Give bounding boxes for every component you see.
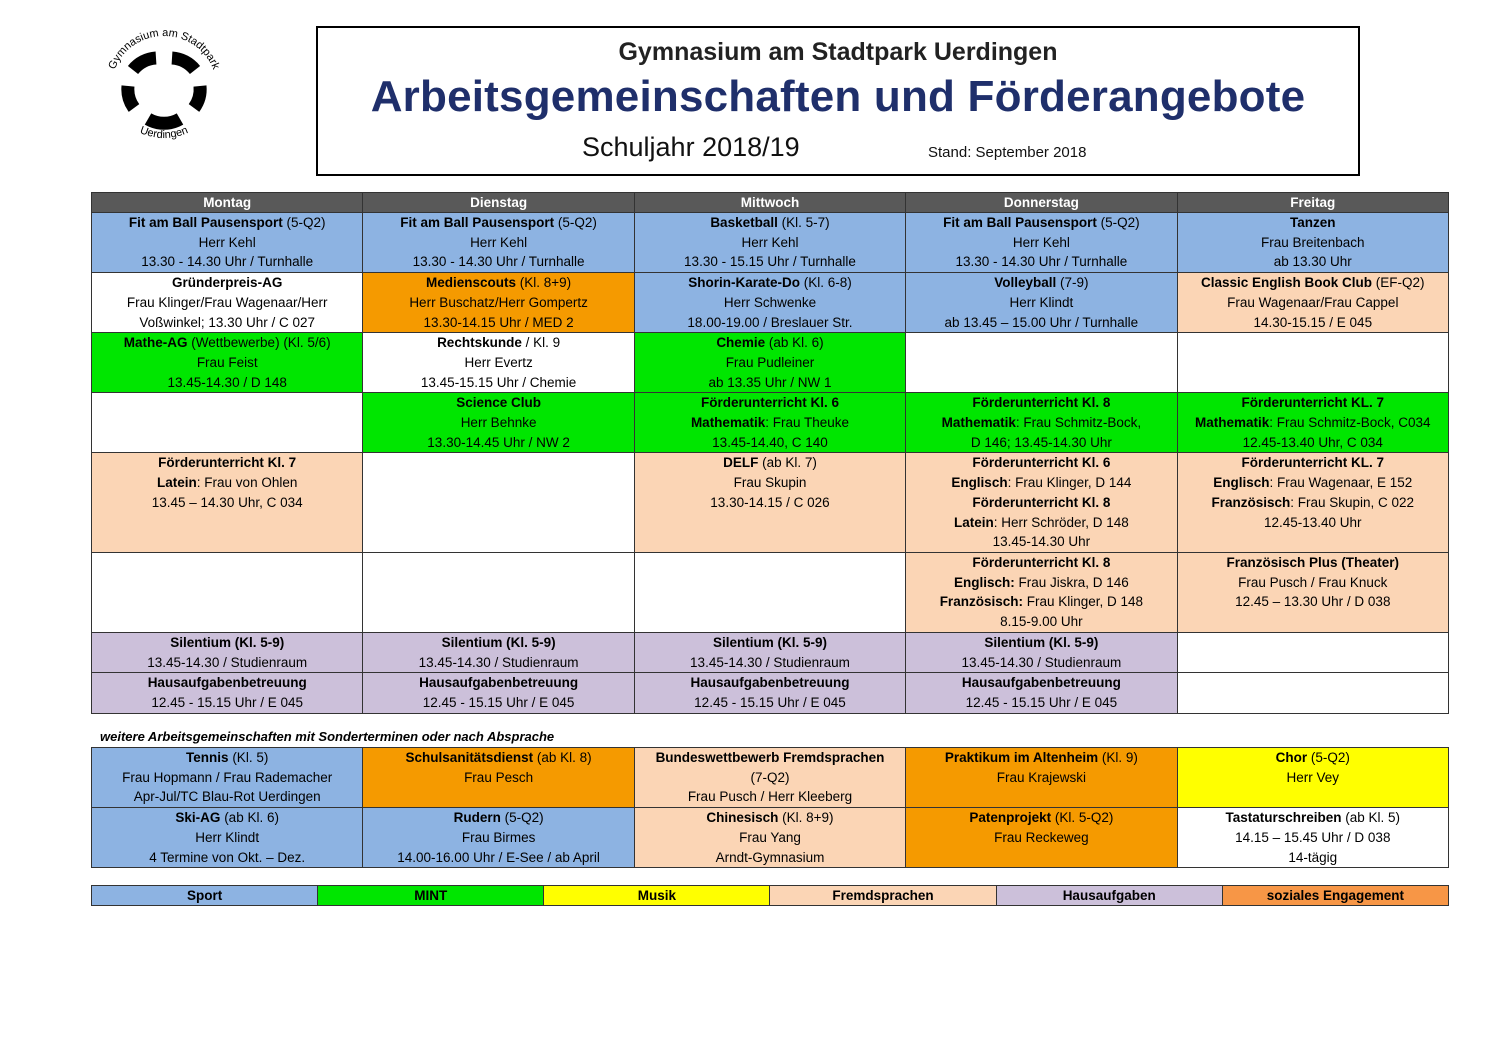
course-cell: Ski-AG (ab Kl. 6) Herr Klindt 4 Termine von Okt. – Dez. [92, 808, 363, 868]
course-cell: Bundeswettbewerb Fremdsprachen (7-Q2) Frau Pusch / Herr Kleeberg [634, 748, 905, 808]
course-cell: Chinesisch (Kl. 8+9) Frau Yang Arndt-Gymnasium [634, 808, 905, 868]
course-cell: Förderunterricht Kl. 6 Mathematik: Frau Theuke 13.45-14.40, C 140 [634, 393, 905, 453]
course-cell: Patenprojekt (Kl. 5-Q2) Frau Reckeweg [906, 808, 1177, 868]
logo-ring-text: Gymnasium am Stadtpark [106, 28, 222, 72]
course-cell: Rechtskunde / Kl. 9 Herr Evertz 13.45-15.15 Uhr / Chemie [363, 333, 634, 393]
color-legend [91, 885, 1449, 906]
empty-cell [92, 552, 363, 632]
course-cell: Fit am Ball Pausensport (5-Q2) Herr Kehl 13.30 - 14.30 Uhr / Turnhalle [906, 213, 1177, 273]
empty-cell [363, 552, 634, 632]
stand-date: Stand: September 2018 [928, 144, 1087, 161]
day-header-freitag: Freitag [1177, 193, 1448, 213]
school-logo [98, 28, 228, 148]
course-cell: Mathe-AG (Wettbewerbe) (Kl. 5/6) Frau Feist 13.45-14.30 / D 148 [92, 333, 363, 393]
course-cell: Chor (5-Q2) Herr Vey [1177, 748, 1448, 808]
day-header-donnerstag: Donnerstag [906, 193, 1177, 213]
course-cell: Basketball (Kl. 5-7) Herr Kehl 13.30 - 15.15 Uhr / Turnhalle [634, 213, 905, 273]
legend-sozial: soziales Engagement [1222, 886, 1448, 906]
legend-hausaufgaben: Hausaufgaben [996, 886, 1222, 906]
course-cell: Hausaufgabenbetreuung 12.45 - 15.15 Uhr / E 045 [363, 673, 634, 713]
course-cell: Förderunterricht Kl. 6 Englisch: Frau Klinger, D 144 Förderunterricht Kl. 8 Latein: Herr Schröder, D 148 13.45-14.30 Uhr [906, 453, 1177, 553]
course-cell: Silentium (Kl. 5-9) 13.45-14.30 / Studienraum [906, 632, 1177, 672]
day-header-montag: Montag [92, 193, 363, 213]
further-title: weitere Arbeitsgemeinschaften mit Sonderterminen oder nach Absprache [100, 729, 555, 744]
course-cell: Silentium (Kl. 5-9) 13.45-14.30 / Studienraum [363, 632, 634, 672]
day-header-mittwoch: Mittwoch [634, 193, 905, 213]
empty-cell [1177, 673, 1448, 713]
course-cell: DELF (ab Kl. 7) Frau Skupin 13.30-14.15 / C 026 [634, 453, 905, 553]
course-cell: Französisch Plus (Theater) Frau Pusch / Frau Knuck 12.45 – 13.30 Uhr / D 038 [1177, 552, 1448, 632]
empty-cell [1177, 333, 1448, 393]
course-cell: Gründerpreis-AG Frau Klinger/Frau Wagenaar/Herr Voßwinkel; 13.30 Uhr / C 027 [92, 273, 363, 333]
course-cell: Praktikum im Altenheim (Kl. 9) Frau Krajewski [906, 748, 1177, 808]
course-cell: Tanzen Frau Breitenbach ab 13.30 Uhr [1177, 213, 1448, 273]
course-cell: Silentium (Kl. 5-9) 13.45-14.30 / Studienraum [634, 632, 905, 672]
course-cell: Classic English Book Club (EF-Q2) Frau Wagenaar/Frau Cappel 14.30-15.15 / E 045 [1177, 273, 1448, 333]
empty-cell [906, 333, 1177, 393]
course-cell: Fit am Ball Pausensport (5-Q2) Herr Kehl 13.30 - 14.30 Uhr / Turnhalle [363, 213, 634, 273]
course-cell: Tennis (Kl. 5) Frau Hopmann / Frau Rademacher Apr-Jul/TC Blau-Rot Uerdingen [92, 748, 363, 808]
course-cell: Silentium (Kl. 5-9) 13.45-14.30 / Studienraum [92, 632, 363, 672]
course-cell: Förderunterricht Kl. 7 Latein: Frau von Ohlen 13.45 – 14.30 Uhr, C 034 [92, 453, 363, 553]
legend-fremdsprachen: Fremdsprachen [770, 886, 996, 906]
course-cell: Science Club Herr Behnke 13.30-14.45 Uhr / NW 2 [363, 393, 634, 453]
page-title: Arbeitsgemeinschaften und Förderangebote [370, 72, 1306, 121]
course-cell: Chemie (ab Kl. 6) Frau Pudleiner ab 13.35 Uhr / NW 1 [634, 333, 905, 393]
course-cell: Medienscouts (Kl. 8+9) Herr Buschatz/Herr Gompertz 13.30-14.15 Uhr / MED 2 [363, 273, 634, 333]
course-cell: Fit am Ball Pausensport (5-Q2) Herr Kehl 13.30 - 14.30 Uhr / Turnhalle [92, 213, 363, 273]
course-cell: Förderunterricht KL. 7 Englisch: Frau Wagenaar, E 152 Französisch: Frau Skupin, C 022 12.45-13.40 Uhr [1177, 453, 1448, 553]
school-name: Gymnasium am Stadtpark Uerdingen [618, 38, 1058, 66]
course-cell: Hausaufgabenbetreuung 12.45 - 15.15 Uhr / E 045 [906, 673, 1177, 713]
course-cell: Volleyball (7-9) Herr Klindt ab 13.45 – 15.00 Uhr / Turnhalle [906, 273, 1177, 333]
legend-musik: Musik [544, 886, 770, 906]
course-cell: Förderunterricht Kl. 8 Englisch: Frau Jiskra, D 146 Französisch: Frau Klinger, D 148 8.15-9.00 Uhr [906, 552, 1177, 632]
course-cell: Hausaufgabenbetreuung 12.45 - 15.15 Uhr / E 045 [634, 673, 905, 713]
course-cell: Förderunterricht KL. 7 Mathematik: Frau Schmitz-Bock, C034 12.45-13.40 Uhr, C 034 [1177, 393, 1448, 453]
empty-cell [634, 552, 905, 632]
course-cell: Hausaufgabenbetreuung 12.45 - 15.15 Uhr / E 045 [92, 673, 363, 713]
extra-activities-table [91, 747, 1449, 868]
course-cell: Rudern (5-Q2) Frau Birmes 14.00-16.00 Uhr / E-See / ab April [363, 808, 634, 868]
empty-cell [1177, 632, 1448, 672]
course-cell: Schulsanitätsdienst (ab Kl. 8) Frau Pesch [363, 748, 634, 808]
legend-sport: Sport [92, 886, 318, 906]
course-cell: Tastaturschreiben (ab Kl. 5) 14.15 – 15.45 Uhr / D 038 14-tägig [1177, 808, 1448, 868]
header-box [316, 26, 1360, 176]
empty-cell [363, 453, 634, 553]
course-cell: Shorin-Karate-Do (Kl. 6-8) Herr Schwenke 18.00-19.00 / Breslauer Str. [634, 273, 905, 333]
course-cell: Förderunterricht Kl. 8 Mathematik: Frau Schmitz-Bock, D 146; 13.45-14.30 Uhr [906, 393, 1177, 453]
main-timetable [91, 192, 1449, 714]
empty-cell [92, 393, 363, 453]
legend-mint: MINT [318, 886, 544, 906]
svg-text:Gymnasium am Stadtpark [106, 28, 221, 72]
school-year: Schuljahr 2018/19 [582, 132, 800, 162]
logo-ring-icon [128, 58, 200, 123]
logo-bottom-text: Uerdingen [138, 124, 190, 142]
day-header-dienstag: Dienstag [363, 193, 634, 213]
